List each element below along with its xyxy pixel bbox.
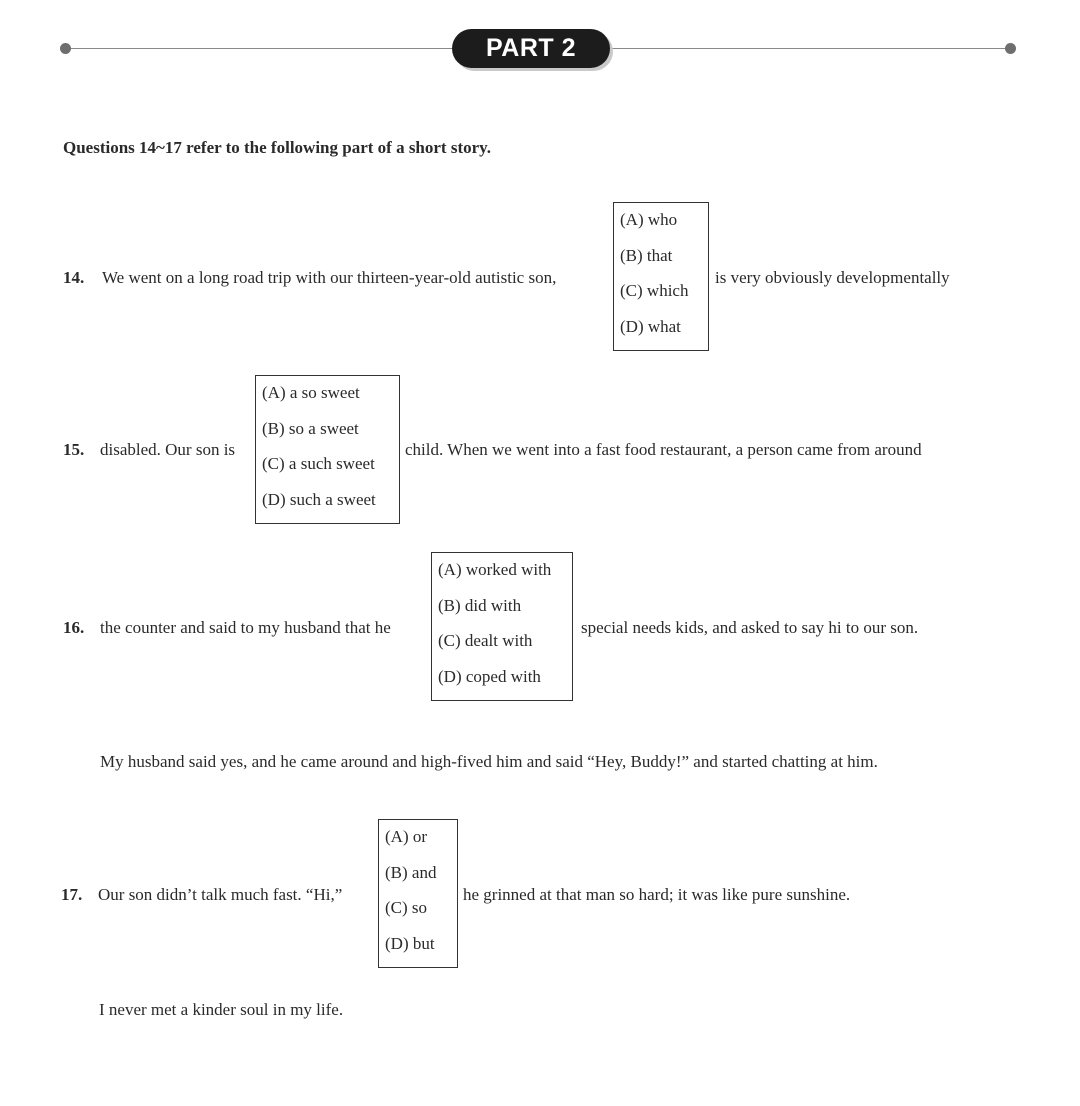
question-number: 16. bbox=[63, 618, 85, 637]
choice-a[interactable]: (A) a so sweet bbox=[262, 383, 360, 402]
question-text-before: Our son didn’t talk much fast. “Hi,” bbox=[98, 885, 343, 904]
choice-c[interactable]: (C) a such sweet bbox=[262, 454, 375, 473]
choice-d[interactable]: (D) what bbox=[620, 316, 681, 336]
question-text-after: child. When we went into a fast food restaurant, a person came from around bbox=[405, 440, 922, 459]
choice-c[interactable]: (C) so bbox=[385, 898, 428, 917]
choice-d[interactable]: (D) but bbox=[385, 933, 435, 953]
answer-choices bbox=[613, 202, 709, 351]
question-number: 14. bbox=[63, 268, 85, 287]
answer-choices bbox=[431, 552, 573, 701]
story-paragraph: My husband said yes, and he came around and high-fived him and said “Hey, Buddy!” and started chatting at him. bbox=[100, 752, 878, 771]
story-closing: I never met a kinder soul in my life. bbox=[99, 1000, 344, 1019]
choice-b[interactable]: (B) and bbox=[385, 862, 437, 882]
choice-c[interactable]: (C) dealt with bbox=[438, 631, 533, 650]
choice-b[interactable]: (B) so a sweet bbox=[262, 418, 359, 438]
choice-d[interactable]: (D) coped with bbox=[438, 666, 541, 686]
choice-a[interactable]: (A) worked with bbox=[438, 560, 552, 579]
answer-choices bbox=[255, 375, 400, 524]
question-text-after: is very obviously developmentally bbox=[715, 268, 950, 287]
question-text-before: disabled. Our son is bbox=[100, 440, 236, 459]
choice-a[interactable]: (A) who bbox=[620, 210, 678, 229]
choice-c[interactable]: (C) which bbox=[620, 281, 689, 300]
question-text-before: the counter and said to my husband that he bbox=[100, 618, 391, 637]
header-dot-left bbox=[60, 43, 71, 54]
answer-choices bbox=[378, 819, 458, 968]
questions-intro: Questions 14~17 refer to the following part of a short story. bbox=[63, 138, 491, 157]
part-title: PART 2 bbox=[452, 29, 610, 68]
question-text-after: he grinned at that man so hard; it was like pure sunshine. bbox=[463, 885, 851, 904]
question-number: 15. bbox=[63, 440, 85, 459]
choice-d[interactable]: (D) such a sweet bbox=[262, 489, 376, 509]
choice-b[interactable]: (B) that bbox=[620, 245, 673, 265]
choice-b[interactable]: (B) did with bbox=[438, 595, 522, 615]
choice-a[interactable]: (A) or bbox=[385, 827, 428, 846]
header-dot-right bbox=[1005, 43, 1016, 54]
question-text-before: We went on a long road trip with our thirteen-year-old autistic son, bbox=[102, 268, 557, 287]
question-number: 17. bbox=[61, 885, 83, 904]
question-text-after: special needs kids, and asked to say hi to our son. bbox=[581, 618, 919, 637]
